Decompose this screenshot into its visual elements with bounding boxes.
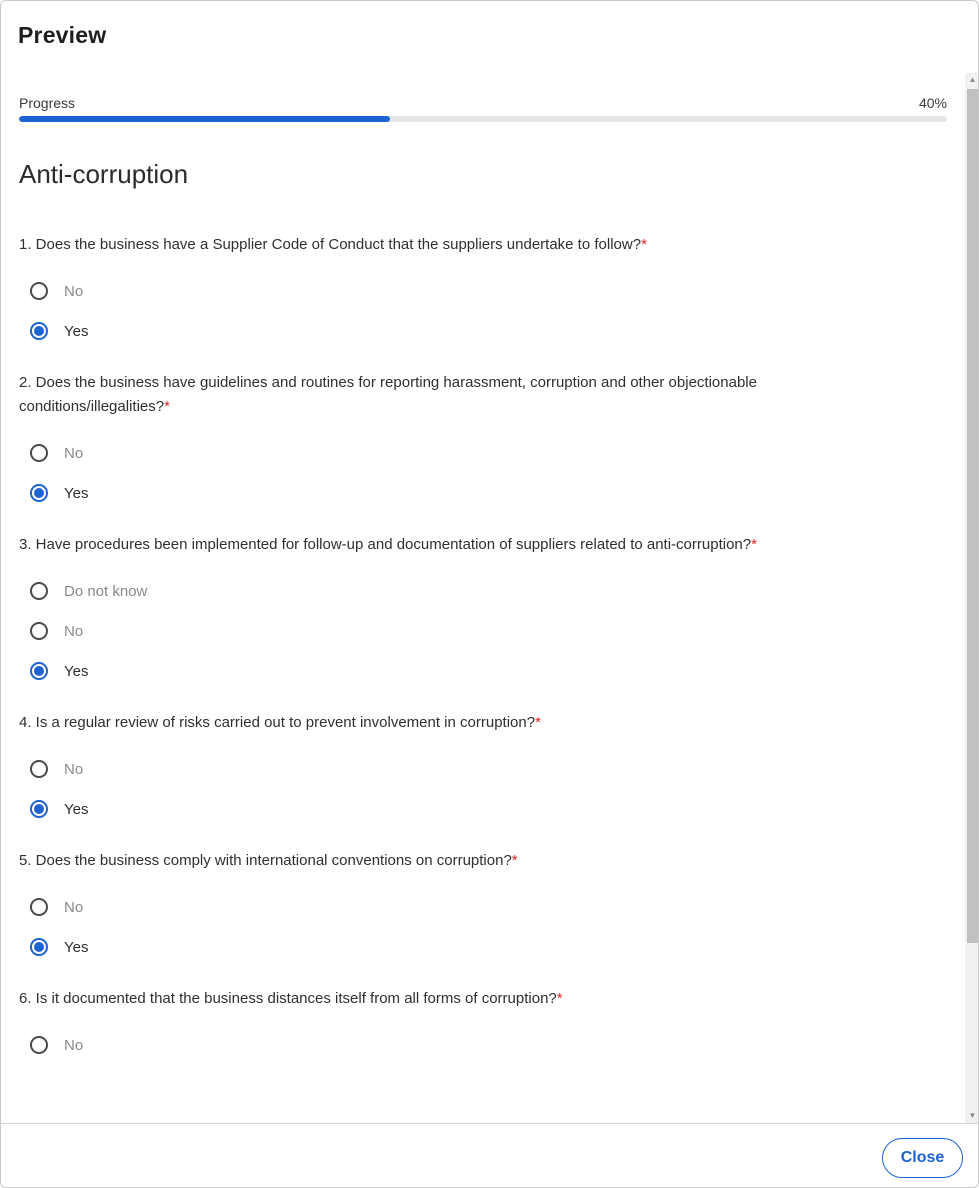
radio-option-label: Yes (64, 800, 89, 818)
progress-bar (19, 116, 947, 122)
progress-fill (19, 116, 390, 122)
question-label: 6. Is it documented that the business distances itself from all forms of corruption? (19, 990, 557, 1007)
radio-option-label: No (64, 444, 84, 462)
radio-unchecked-icon[interactable] (30, 622, 48, 640)
question-label: 2. Does the business have guidelines and routines for reporting harassment, corruption and other objectionable conditions/illegalities? (19, 374, 757, 415)
question-3 (19, 533, 919, 691)
radio-option-label: Do not know (64, 582, 148, 600)
radio-unchecked-icon[interactable] (30, 1036, 48, 1054)
vertical-scrollbar[interactable] (965, 73, 979, 1123)
radio-option-yes[interactable] (19, 473, 919, 513)
radio-option-label: Yes (64, 484, 89, 502)
radio-group (19, 571, 919, 691)
radio-checked-icon[interactable] (30, 662, 48, 680)
radio-group (19, 749, 919, 829)
radio-group (19, 1025, 919, 1065)
radio-option-no[interactable] (19, 1025, 919, 1065)
radio-option-no[interactable] (19, 271, 919, 311)
question-text (19, 533, 819, 557)
radio-unchecked-icon[interactable] (30, 444, 48, 462)
radio-option-label: No (64, 1036, 84, 1054)
question-2 (19, 371, 919, 513)
scroll-up-arrow-icon[interactable]: ▲ (968, 75, 977, 84)
radio-checked-icon[interactable] (30, 800, 48, 818)
question-text (19, 371, 819, 419)
close-button[interactable]: Close (882, 1138, 963, 1178)
radio-option-label: Yes (64, 322, 89, 340)
radio-option-yes[interactable] (19, 927, 919, 967)
radio-checked-icon[interactable] (30, 938, 48, 956)
radio-option-no[interactable] (19, 887, 919, 927)
radio-option-yes[interactable] (19, 651, 919, 691)
radio-option-label: No (64, 282, 84, 300)
radio-group (19, 887, 919, 967)
question-label: 1. Does the business have a Supplier Code of Conduct that the suppliers undertake to follow? (19, 236, 642, 253)
question-6 (19, 987, 919, 1065)
required-marker: * (535, 714, 541, 731)
progress-label: Progress (19, 95, 76, 111)
dialog-content (1, 73, 965, 1123)
radio-option-yes[interactable] (19, 789, 919, 829)
dialog-footer (1, 1123, 979, 1188)
radio-group (19, 433, 919, 513)
question-list (19, 233, 919, 1085)
required-marker: * (511, 852, 518, 869)
radio-option-no[interactable] (19, 749, 919, 789)
radio-option-no[interactable] (19, 611, 919, 651)
question-label: 3. Have procedures been implemented for follow-up and documentation of suppliers related to anti-corruption? (19, 536, 752, 553)
radio-option-label: No (64, 898, 84, 916)
radio-option-no[interactable] (19, 433, 919, 473)
scroll-thumb[interactable] (967, 89, 978, 943)
question-label: 4. Is a regular review of risks carried out to prevent involvement in corruption? (19, 714, 536, 731)
dialog-title: Preview (18, 22, 107, 48)
radio-option-label: Yes (64, 662, 89, 680)
question-text (19, 987, 819, 1011)
question-text (19, 849, 819, 873)
radio-option-yes[interactable] (19, 311, 919, 351)
question-label: 5. Does the business comply with international conventions on corruption? (19, 852, 512, 869)
radio-unchecked-icon[interactable] (30, 898, 48, 916)
required-marker: * (641, 236, 647, 253)
question-text (19, 711, 819, 735)
question-text (19, 233, 819, 257)
radio-unchecked-icon[interactable] (30, 582, 48, 600)
radio-option-label: Yes (64, 938, 89, 956)
required-marker: * (164, 398, 170, 415)
radio-checked-icon[interactable] (30, 322, 48, 340)
radio-option-do-not-know[interactable] (19, 571, 919, 611)
radio-option-label: No (64, 760, 84, 778)
required-marker: * (751, 536, 757, 553)
question-5 (19, 849, 919, 967)
radio-option-label: No (64, 622, 84, 640)
progress-value: 40% (918, 95, 947, 111)
radio-unchecked-icon[interactable] (30, 760, 48, 778)
question-4 (19, 711, 919, 829)
required-marker: * (556, 990, 563, 1007)
section-title: Anti-corruption (19, 159, 189, 189)
radio-group (19, 271, 919, 351)
radio-checked-icon[interactable] (30, 484, 48, 502)
radio-unchecked-icon[interactable] (30, 282, 48, 300)
scroll-down-arrow-icon[interactable]: ▼ (968, 1111, 977, 1120)
question-1 (19, 233, 919, 351)
